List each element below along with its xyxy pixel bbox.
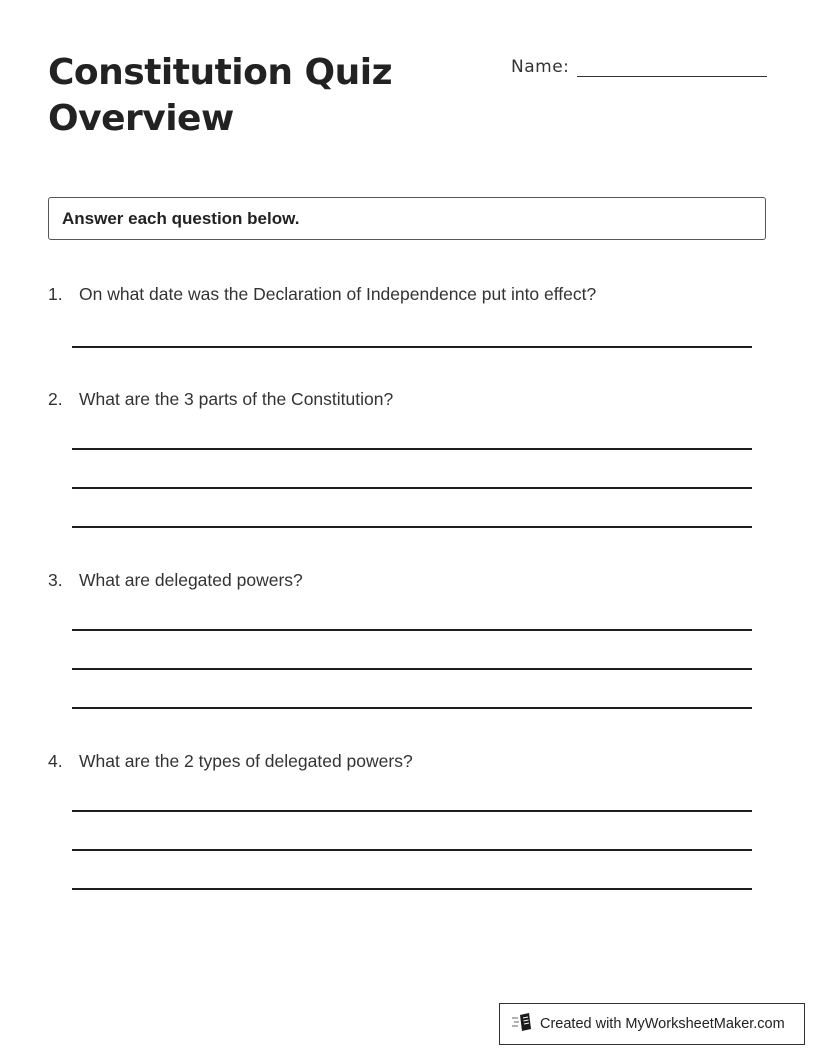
question-4: [48, 751, 413, 772]
question-3: [48, 570, 303, 591]
question-1: [48, 284, 596, 305]
answer-line-2-3[interactable]: [72, 526, 752, 528]
answer-line-3-1[interactable]: [72, 629, 752, 631]
answer-line-4-2[interactable]: [72, 849, 752, 851]
question-text: What are the 2 types of delegated powers?: [79, 751, 413, 771]
name-field-group: [511, 52, 767, 77]
footer-credit[interactable]: [499, 1003, 805, 1045]
question-text: What are the 3 parts of the Constitution?: [79, 389, 394, 409]
question-text: On what date was the Declaration of Independence put into effect?: [79, 284, 597, 304]
name-label: Name:: [511, 57, 570, 77]
question-number: 3.: [48, 570, 63, 590]
question-number: 2.: [48, 389, 63, 409]
worksheet-logo-icon: [512, 1012, 540, 1036]
instructions-text: Answer each question below.: [62, 208, 300, 228]
answer-line-2-2[interactable]: [72, 487, 752, 489]
question-2: [48, 389, 393, 410]
question-text: What are delegated powers?: [79, 570, 303, 590]
footer-text: Created with MyWorksheetMaker.com: [540, 1016, 785, 1032]
instructions-box: [48, 197, 766, 240]
answer-line-3-2[interactable]: [72, 668, 752, 670]
answer-line-3-3[interactable]: [72, 707, 752, 709]
answer-line-4-1[interactable]: [72, 810, 752, 812]
page-title: Constitution Quiz Overview: [48, 52, 393, 139]
answer-line-2-1[interactable]: [72, 448, 752, 450]
answer-line-1-1[interactable]: [72, 346, 752, 348]
question-number: 1.: [48, 284, 63, 304]
answer-line-4-3[interactable]: [72, 888, 752, 890]
question-number: 4.: [48, 751, 63, 771]
name-field[interactable]: [577, 52, 767, 77]
